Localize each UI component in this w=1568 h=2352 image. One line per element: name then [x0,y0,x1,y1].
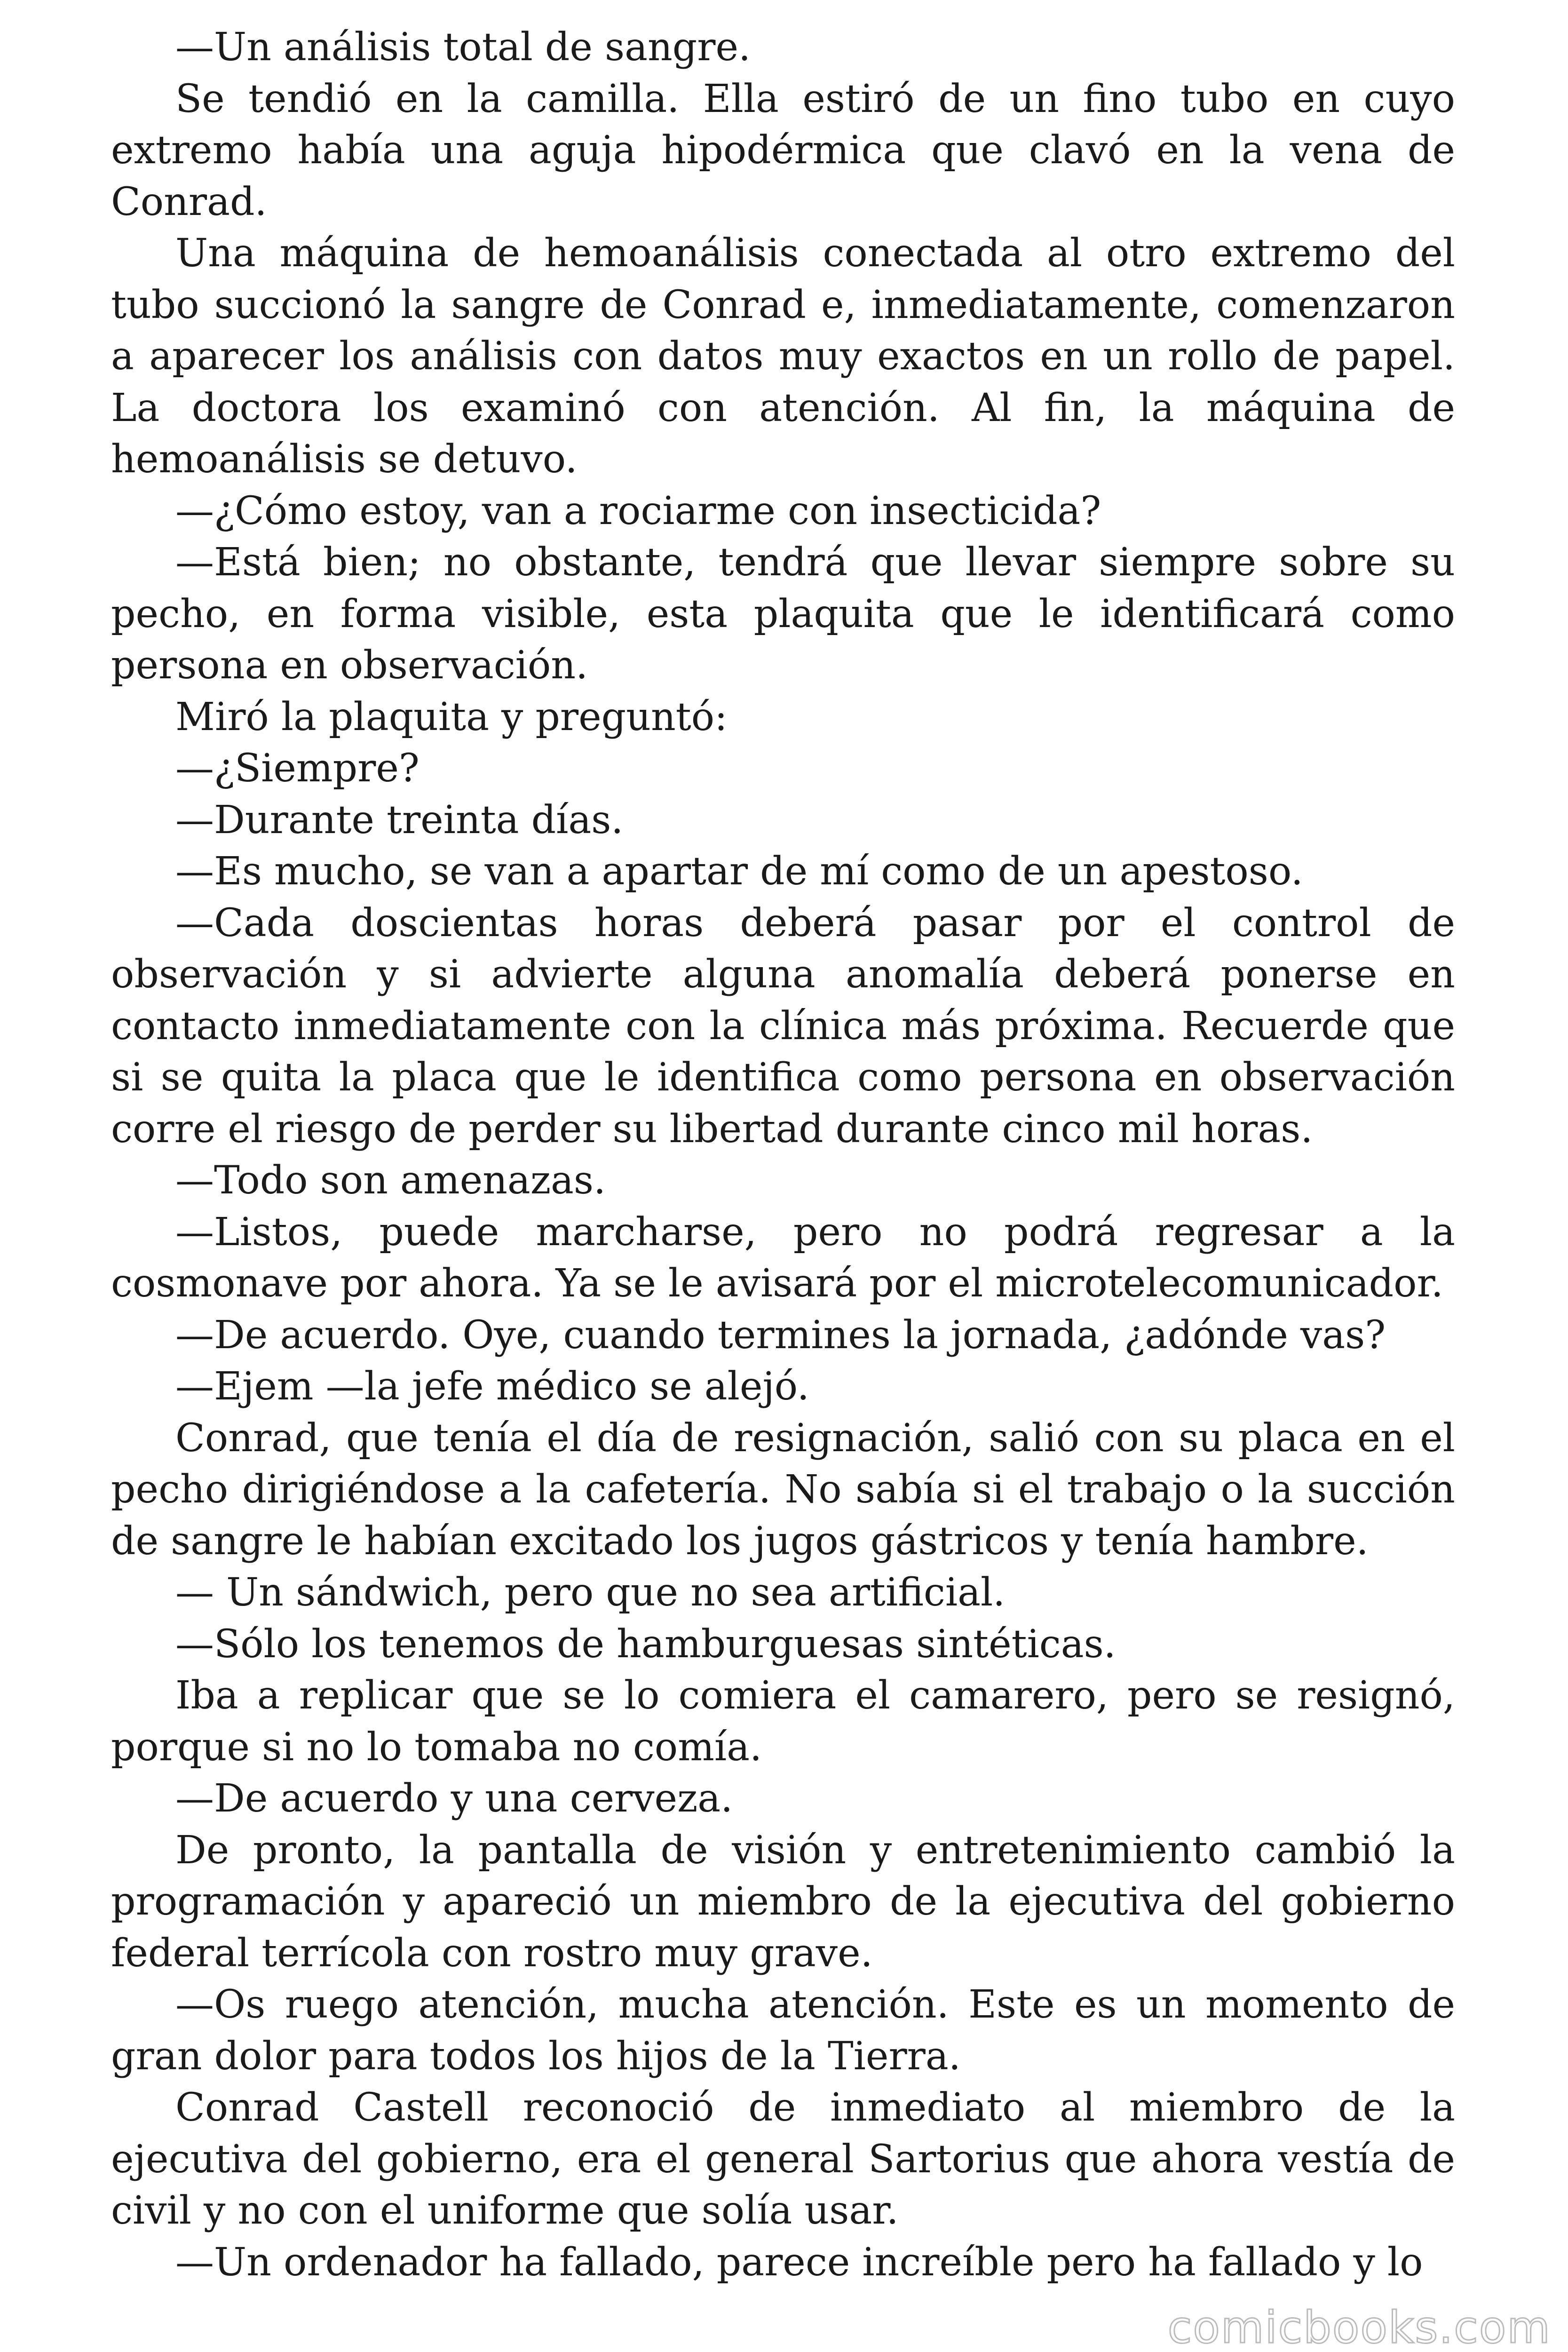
paragraph: —Todo son amenazas. [175,1158,606,1203]
paragraph: —Sólo los tenemos de hamburguesas sintéticas. [175,1621,1116,1667]
watermark: comicbooks.com [1167,2302,1551,2352]
paragraph: —De acuerdo. Oye, cuando termines la jornada, ¿adónde vas? [175,1312,1386,1358]
paragraph: —Listos, puede marcharse, pero no podrá regresar a la cosmonave por ahora. Ya se le avisará por el microtelecomunicador. [111,1209,1455,1306]
paragraph: Conrad Castell reconoció de inmediato al miembro de la ejecutiva del gobierno, era el general Sartorius que ahora vestía de civil y no con el uniforme que solía usar. [111,2085,1455,2233]
paragraph: —Un ordenador ha fallado, parece increíble pero ha fallado y lo [175,2240,1423,2285]
paragraph: Miró la plaquita y preguntó: [175,694,728,739]
paragraph: —Un análisis total de sangre. [175,25,751,70]
paragraph: —Es mucho, se van a apartar de mí como de un apestoso. [175,849,1303,894]
paragraph: — Un sándwich, pero que no sea artificial. [175,1570,1006,1615]
paragraph: —¿Cómo estoy, van a rociarme con insecticida? [175,488,1101,533]
book-page [111,22,1455,2288]
paragraph: —De acuerdo y una cerveza. [175,1776,733,1821]
paragraph: —Cada doscientas horas deberá pasar por el control de observación y si advierte alguna anomalía deberá ponerse en contacto inmediatamente con la clínica más próxima. Recuerde que si se quita la placa que le identifica como persona en observación corre el riesgo de perder su libertad durante cinco mil horas. [111,900,1455,1152]
paragraph: Una máquina de hemoanálisis conectada al otro extremo del tubo succionó la sangre de Conrad e, inmediatamente, comenzaron a aparecer los análisis con datos muy exactos en un rollo de papel. La doctora los examinó con atención. Al fin, la máquina de hemoanálisis se detuvo. [111,231,1455,482]
paragraph: Se tendió en la camilla. Ella estiró de un fino tubo en cuyo extremo había una aguja hipodérmica que clavó en la vena de Conrad. [111,76,1455,224]
paragraph: —¿Siempre? [175,746,420,791]
paragraph: Conrad, que tenía el día de resignación, salió con su placa en el pecho dirigiéndose a la cafetería. No sabía si el trabajo o la succión de sangre le habían excitado los jugos gástricos y tenía hambre. [111,1415,1455,1564]
paragraph: —Está bien; no obstante, tendrá que llevar siempre sobre su pecho, en forma visible, esta plaquita que le identificará como persona en observación. [111,540,1455,688]
paragraph: —Os ruego atención, mucha atención. Este es un momento de gran dolor para todos los hijos de la Tierra. [111,1982,1455,2079]
paragraph: —Ejem —la jefe médico se alejó. [175,1364,809,1409]
paragraph: Iba a replicar que se lo comiera el camarero, pero se resignó, porque si no lo tomaba no comía. [111,1673,1455,1770]
paragraph: De pronto, la pantalla de visión y entretenimiento cambió la programación y apareció un miembro de la ejecutiva del gobierno federal terrícola con rostro muy grave. [111,1828,1455,1976]
paragraph: —Durante treinta días. [175,797,624,842]
